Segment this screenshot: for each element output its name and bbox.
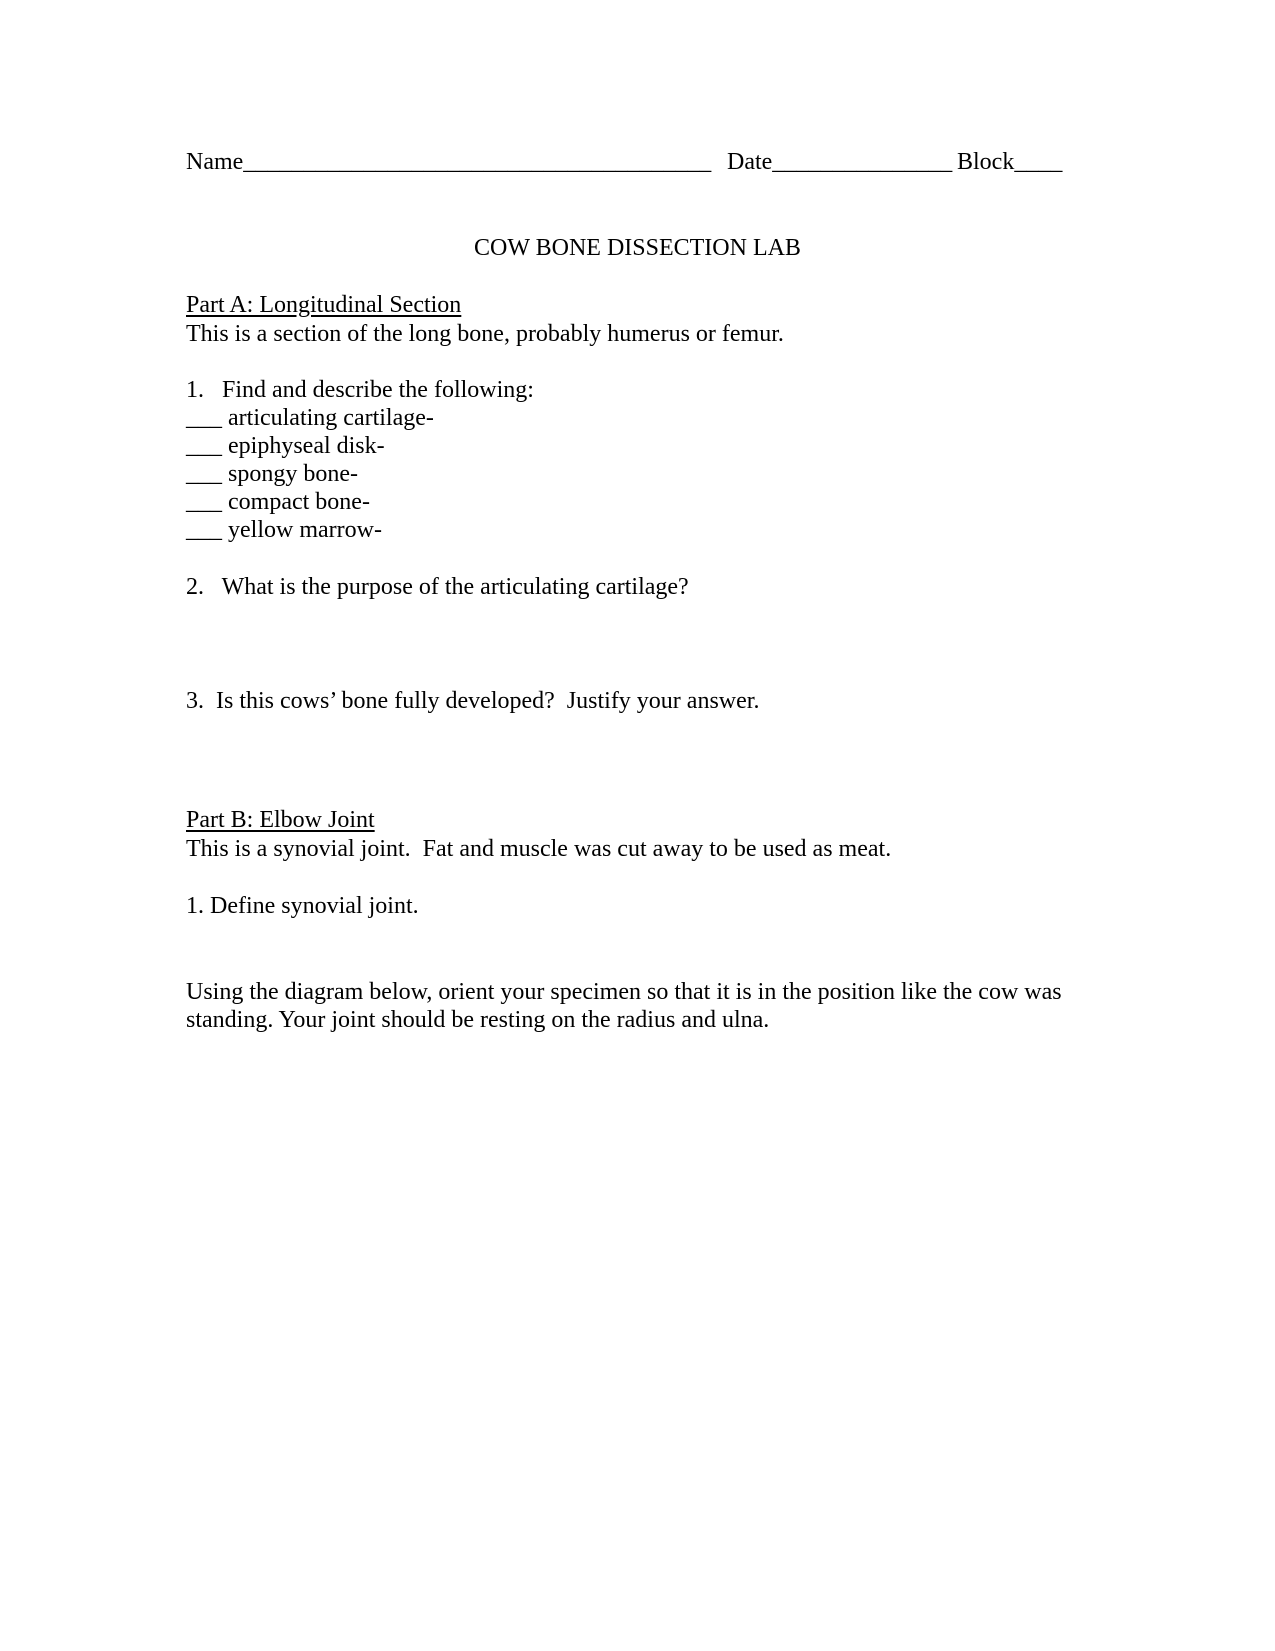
part-a-question-2: 2. What is the purpose of the articulating cartilage?	[186, 574, 689, 600]
part-b-instruction: Using the diagram below, orient your specimen so that it is in the position like the cow was standing. Your joint should be resting on the radius and ulna.	[186, 979, 1062, 1033]
part-b-question-1: 1. Define synovial joint.	[186, 893, 419, 919]
block-field[interactable]: Block____	[957, 149, 1063, 175]
list-item[interactable]: ___ articulating cartilage-	[186, 405, 434, 431]
part-a-heading: Part A: Longitudinal Section	[186, 292, 462, 318]
list-item[interactable]: ___ compact bone-	[186, 489, 370, 515]
part-b-heading: Part B: Elbow Joint	[186, 807, 375, 833]
name-field[interactable]: Name_______________________________________	[186, 149, 712, 175]
date-field[interactable]: Date_______________	[727, 149, 953, 175]
part-b-intro: This is a synovial joint. Fat and muscle was cut away to be used as meat.	[186, 836, 892, 862]
list-item[interactable]: ___ spongy bone-	[186, 461, 358, 487]
list-item[interactable]: ___ epiphyseal disk-	[186, 433, 385, 459]
part-a-question-1: 1. Find and describe the following:	[186, 377, 534, 403]
list-item[interactable]: ___ yellow marrow-	[186, 517, 382, 543]
part-a-intro: This is a section of the long bone, probably humerus or femur.	[186, 321, 784, 347]
page-title: COW BONE DISSECTION LAB	[474, 235, 801, 261]
part-a-question-3: 3. Is this cows’ bone fully developed? Justify your answer.	[186, 688, 760, 714]
